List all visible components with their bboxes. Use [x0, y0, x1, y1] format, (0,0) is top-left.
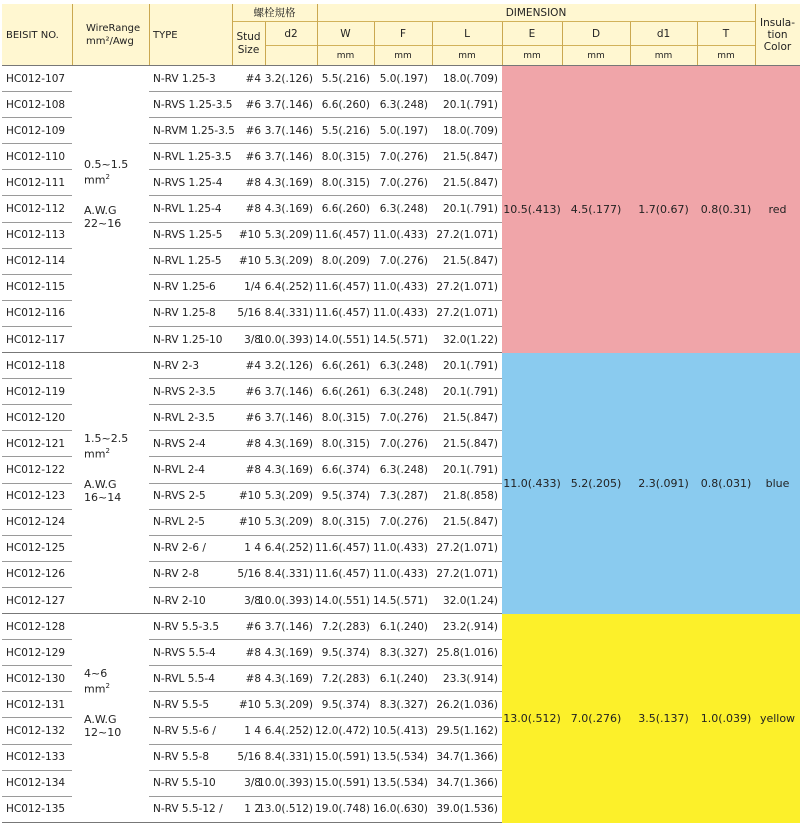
d2-value: 10.0(.393): [265, 327, 317, 353]
w-value: 5.5(.216): [317, 66, 374, 92]
d2-value: 4.3(.169): [265, 458, 317, 484]
w-value: 7.2(.283): [317, 614, 374, 640]
type-code: N-RVL 5.5-4: [149, 666, 232, 692]
l-value: 20.1(.791): [432, 353, 502, 379]
part-number: HC012-125: [2, 536, 72, 562]
header-insul-line3: Color: [763, 41, 792, 53]
header-bolt-spec: 螺栓規格: [232, 4, 317, 22]
part-number: HC012-135: [2, 797, 72, 823]
stud-size: #8: [232, 458, 265, 484]
f-value: 11.0(.433): [374, 536, 432, 562]
f-value: 16.0(.630): [374, 797, 432, 823]
wire-range-mm-unit: $mm^2$: [84, 172, 110, 187]
d2-value: 3.7(.146): [265, 92, 317, 118]
header-wire-range: [72, 4, 149, 66]
f-value: 7.0(.276): [374, 170, 432, 196]
l-value: 27.2(1.071): [432, 536, 502, 562]
header-insul-line2: tion: [767, 29, 788, 41]
f-value: 11.0(.433): [374, 562, 432, 588]
header-T: T: [697, 22, 755, 46]
part-number: HC012-132: [2, 719, 72, 745]
wire-range-awg-label: A.W.G: [84, 478, 117, 492]
type-code: N-RV 5.5-6 /: [149, 719, 232, 745]
type-code: N-RV 2-8: [149, 562, 232, 588]
type-code: N-RVL 2-5: [149, 510, 232, 536]
type-code: N-RVS 5.5-4: [149, 640, 232, 666]
d2-value: 6.4(.252): [265, 536, 317, 562]
wire-range-awg: 12~10: [84, 726, 122, 740]
l-value: 34.7(1.366): [432, 745, 502, 771]
f-value: 6.1(.240): [374, 666, 432, 692]
f-value: 8.3(.327): [374, 692, 432, 718]
header-beisit-no: BEISIT NO.: [6, 29, 59, 41]
w-value: 9.5(.374): [317, 640, 374, 666]
d2-value: 5.3(.209): [265, 223, 317, 249]
header-stud-size: [232, 22, 265, 66]
header-col-divider: [72, 4, 73, 66]
f-value: 6.3(.248): [374, 92, 432, 118]
d2-value: 8.4(.331): [265, 301, 317, 327]
group-1-wire-range: [72, 66, 149, 353]
part-number: HC012-119: [2, 379, 72, 405]
d2-value: 4.3(.169): [265, 170, 317, 196]
d2-value: 3.7(.146): [265, 614, 317, 640]
w-value: 11.6(.457): [317, 562, 374, 588]
group-3-wire-range: [72, 614, 149, 823]
w-value: 8.0(.315): [317, 510, 374, 536]
l-value: 21.8(.858): [432, 484, 502, 510]
header-F: F: [374, 22, 432, 46]
stud-size: #6: [232, 379, 265, 405]
l-value: 29.5(1.162): [432, 719, 502, 745]
part-number: HC012-107: [2, 66, 72, 92]
w-value: 14.0(.551): [317, 588, 374, 614]
w-value: 9.5(.374): [317, 484, 374, 510]
stud-size: #8: [232, 197, 265, 223]
group-2-color-block: [502, 353, 800, 614]
f-value: 6.3(.248): [374, 379, 432, 405]
stud-size: 5/16: [232, 562, 265, 588]
w-value: 8.0(.315): [317, 405, 374, 431]
d2-value: 4.3(.169): [265, 666, 317, 692]
part-number: HC012-112: [2, 197, 72, 223]
group-3-D-value: 7.0(.276): [570, 711, 622, 725]
d2-value: 3.2(.126): [265, 353, 317, 379]
type-code: N-RVS 2-5: [149, 484, 232, 510]
d2-value: 5.3(.209): [265, 692, 317, 718]
f-value: 13.5(.534): [374, 771, 432, 797]
type-code: N-RV 5.5-3.5: [149, 614, 232, 640]
l-value: 20.1(.791): [432, 92, 502, 118]
group-3-E-value: 13.0(.512): [503, 711, 561, 725]
f-value: 6.3(.248): [374, 197, 432, 223]
group-1-insulation-color: red: [768, 203, 787, 217]
d2-value: 3.7(.146): [265, 118, 317, 144]
part-number: HC012-114: [2, 249, 72, 275]
f-value: 7.0(.276): [374, 510, 432, 536]
type-code: N-RVL 2-3.5: [149, 405, 232, 431]
part-number: HC012-120: [2, 405, 72, 431]
header-col-divider: [432, 22, 433, 66]
header-col-divider: [232, 4, 233, 66]
w-value: 6.6(.260): [317, 197, 374, 223]
f-value: 11.0(.433): [374, 223, 432, 249]
w-value: 8.0(.315): [317, 431, 374, 457]
d2-value: 3.7(.146): [265, 379, 317, 405]
stud-size: 1/4: [232, 275, 265, 301]
part-number: HC012-126: [2, 562, 72, 588]
w-value: 6.6(.261): [317, 379, 374, 405]
group-3-insulation-color: yellow: [759, 711, 796, 725]
header-col-divider: [265, 22, 266, 66]
group-1-D-value: 4.5(.177): [570, 203, 622, 217]
stud-size: #8: [232, 640, 265, 666]
l-value: 27.2(1.071): [432, 562, 502, 588]
l-value: 21.5(.847): [432, 510, 502, 536]
d2-value: 13.0(.512): [265, 797, 317, 823]
d2-value: 3.7(.146): [265, 144, 317, 170]
stud-size: #10: [232, 510, 265, 536]
header-unit-E: mm: [523, 51, 541, 61]
l-value: 26.2(1.036): [432, 692, 502, 718]
group-2-E-value: 11.0(.433): [503, 477, 561, 491]
l-value: 27.2(1.071): [432, 275, 502, 301]
l-value: 20.1(.791): [432, 379, 502, 405]
d2-value: 10.0(.393): [265, 771, 317, 797]
l-value: 21.5(.847): [432, 431, 502, 457]
group-1-T-value: 0.8(0.31): [700, 203, 752, 217]
header-col-divider: [755, 4, 756, 66]
stud-size: #10: [232, 484, 265, 510]
f-value: 8.3(.327): [374, 640, 432, 666]
part-number: HC012-133: [2, 745, 72, 771]
stud-size: 3/8: [232, 588, 265, 614]
header-unit-D: mm: [587, 51, 605, 61]
l-value: 21.5(.847): [432, 405, 502, 431]
group-1-color-block: [502, 66, 800, 353]
d2-value: 10.0(.393): [265, 588, 317, 614]
type-code: N-RV 5.5-10: [149, 771, 232, 797]
type-code: N-RV 1.25-8: [149, 301, 232, 327]
wire-range-awg-label: A.W.G: [84, 204, 117, 218]
type-code: N-RVL 1.25-4: [149, 197, 232, 223]
w-value: 11.6(.457): [317, 301, 374, 327]
l-value: 18.0(.709): [432, 66, 502, 92]
w-value: 7.2(.283): [317, 666, 374, 692]
type-code: N-RV 5.5-5: [149, 692, 232, 718]
header-col-divider: [697, 22, 698, 66]
w-value: 15.0(.591): [317, 745, 374, 771]
stud-size: #10: [232, 223, 265, 249]
type-code: N-RVL 1.25-5: [149, 249, 232, 275]
type-code: N-RV 2-10: [149, 588, 232, 614]
header-wire-range-line1: WireRange: [86, 23, 141, 34]
w-value: 11.6(.457): [317, 536, 374, 562]
w-value: 11.6(.457): [317, 275, 374, 301]
part-number: HC012-118: [2, 353, 72, 379]
type-code: N-RVS 2-4: [149, 431, 232, 457]
part-number: HC012-111: [2, 170, 72, 196]
header-d2: d2: [265, 22, 317, 46]
d2-value: 5.3(.209): [265, 249, 317, 275]
stud-size: 5/16: [232, 745, 265, 771]
stud-size: #8: [232, 170, 265, 196]
header-unit-F: mm: [394, 51, 412, 61]
part-number: HC012-127: [2, 588, 72, 614]
l-value: 32.0(1.24): [432, 588, 502, 614]
f-value: 7.0(.276): [374, 431, 432, 457]
d2-value: 4.3(.169): [265, 431, 317, 457]
w-value: 9.5(.374): [317, 692, 374, 718]
group-2-insulation-color: blue: [765, 477, 790, 491]
w-value: 11.6(.457): [317, 223, 374, 249]
d2-value: 5.3(.209): [265, 484, 317, 510]
stud-size: 5/16: [232, 301, 265, 327]
stud-size: 3/8: [232, 771, 265, 797]
l-value: 23.2(.914): [432, 614, 502, 640]
stud-size: 1 4: [232, 719, 265, 745]
type-code: N-RV 5.5-8: [149, 745, 232, 771]
l-value: 21.5(.847): [432, 170, 502, 196]
d2-value: 4.3(.169): [265, 197, 317, 223]
header-type: TYPE: [153, 29, 178, 41]
wire-range-mm: 0.5~1.5: [84, 157, 129, 171]
header-unit-W: mm: [336, 51, 355, 61]
w-value: 5.5(.216): [317, 118, 374, 144]
stud-size: #6: [232, 405, 265, 431]
type-code: N-RV 1.25-3: [149, 66, 232, 92]
w-value: 6.6(.374): [317, 458, 374, 484]
f-value: 6.1(.240): [374, 614, 432, 640]
w-value: 8.0(.315): [317, 144, 374, 170]
w-value: 8.0(.315): [317, 170, 374, 196]
f-value: 5.0(.197): [374, 66, 432, 92]
l-value: 20.1(.791): [432, 197, 502, 223]
type-code: N-RV 2-6 /: [149, 536, 232, 562]
header-E: E: [502, 22, 562, 46]
l-value: 21.5(.847): [432, 144, 502, 170]
part-number: HC012-121: [2, 431, 72, 457]
d2-value: 8.4(.331): [265, 562, 317, 588]
l-value: 34.7(1.366): [432, 771, 502, 797]
header-W: W: [317, 22, 374, 46]
stud-size: #4: [232, 353, 265, 379]
header-L: L: [432, 22, 502, 46]
d2-value: 3.7(.146): [265, 405, 317, 431]
part-number: HC012-122: [2, 458, 72, 484]
f-value: 11.0(.433): [374, 301, 432, 327]
wire-range-awg: 22~16: [84, 217, 122, 231]
part-number: HC012-130: [2, 666, 72, 692]
stud-size: #6: [232, 118, 265, 144]
group-2-wire-range: [72, 353, 149, 614]
d2-value: 8.4(.331): [265, 745, 317, 771]
header-wire-range-line2: mm²/Awg: [86, 36, 134, 47]
stud-size: #8: [232, 666, 265, 692]
header-d1: d1: [630, 22, 697, 46]
f-value: 14.5(.571): [374, 327, 432, 353]
f-value: 7.0(.276): [374, 144, 432, 170]
l-value: 20.1(.791): [432, 458, 502, 484]
part-number: HC012-113: [2, 223, 72, 249]
f-value: 10.5(.413): [374, 719, 432, 745]
l-value: 27.2(1.071): [432, 223, 502, 249]
w-value: 8.0(.209): [317, 249, 374, 275]
w-value: 15.0(.591): [317, 771, 374, 797]
header-col-divider: [374, 22, 375, 66]
header-col-divider: [149, 4, 150, 66]
group-2-D-value: 5.2(.205): [570, 477, 622, 491]
d2-value: 3.2(.126): [265, 66, 317, 92]
d2-value: 6.4(.252): [265, 719, 317, 745]
part-number: HC012-131: [2, 692, 72, 718]
header-D: D: [562, 22, 630, 46]
type-code: N-RVM 1.25-3.5: [149, 118, 232, 144]
header-insulation-color: [755, 4, 800, 66]
stud-size: 1 4: [232, 536, 265, 562]
f-value: 11.0(.433): [374, 275, 432, 301]
f-value: 7.0(.276): [374, 249, 432, 275]
type-code: N-RVS 2-3.5: [149, 379, 232, 405]
w-value: 6.6(.261): [317, 353, 374, 379]
header-unit-d1: mm: [654, 51, 673, 61]
type-code: N-RV 1.25-10: [149, 327, 232, 353]
header-bottom-rule: [2, 65, 800, 66]
group-3-T-value: 1.0(.039): [700, 711, 752, 725]
type-code: N-RVS 1.25-4: [149, 170, 232, 196]
header-unit-L: mm: [458, 51, 476, 61]
part-number: HC012-128: [2, 614, 72, 640]
stud-size: #6: [232, 92, 265, 118]
part-number: HC012-110: [2, 144, 72, 170]
type-code: N-RV 1.25-6: [149, 275, 232, 301]
stud-size: #6: [232, 614, 265, 640]
header-insul-line1: Insula-: [759, 17, 796, 29]
f-value: 6.3(.248): [374, 353, 432, 379]
w-value: 12.0(.472): [317, 719, 374, 745]
f-value: 13.5(.534): [374, 745, 432, 771]
wire-range-mm-unit: $mm^2$: [84, 446, 110, 461]
type-code: N-RV 2-3: [149, 353, 232, 379]
type-code: N-RV 5.5-12 /: [149, 797, 232, 823]
wire-range-mm: 1.5~2.5: [84, 431, 129, 445]
type-code: N-RVL 2-4: [149, 458, 232, 484]
part-number: HC012-116: [2, 301, 72, 327]
l-value: 27.2(1.071): [432, 301, 502, 327]
wire-range-awg-label: A.W.G: [84, 713, 117, 727]
stud-size: #10: [232, 249, 265, 275]
l-value: 32.0(1.22): [432, 327, 502, 353]
type-code: N-RVS 1.25-5: [149, 223, 232, 249]
group-2-d1-value: 2.3(.091): [638, 477, 689, 491]
wire-range-mm: 4~6: [84, 666, 108, 680]
f-value: 7.3(.287): [374, 484, 432, 510]
d2-value: 4.3(.169): [265, 640, 317, 666]
group-3-color-block: [502, 614, 800, 823]
header-col-divider: [317, 4, 318, 66]
type-code: N-RVL 1.25-3.5: [149, 144, 232, 170]
w-value: 19.0(.748): [317, 797, 374, 823]
stud-size: #6: [232, 144, 265, 170]
part-number: HC012-117: [2, 327, 72, 353]
d2-value: 5.3(.209): [265, 510, 317, 536]
l-value: 25.8(1.016): [432, 640, 502, 666]
header-col-divider: [562, 22, 563, 66]
w-value: 14.0(.551): [317, 327, 374, 353]
wire-range-mm-unit: $mm^2$: [84, 681, 110, 696]
group-3-d1-value: 3.5(.137): [638, 711, 689, 725]
l-value: 18.0(.709): [432, 118, 502, 144]
d2-value: 6.4(.252): [265, 275, 317, 301]
part-number: HC012-129: [2, 640, 72, 666]
f-value: 14.5(.571): [374, 588, 432, 614]
group-1-E-value: 10.5(.413): [503, 203, 561, 217]
header-dimension: DIMENSION: [317, 4, 755, 22]
header-stud-line1: Stud: [236, 31, 261, 43]
header-col-divider: [630, 22, 631, 66]
stud-size: #10: [232, 692, 265, 718]
stud-size: 1 2: [232, 797, 265, 823]
part-number: HC012-109: [2, 118, 72, 144]
f-value: 7.0(.276): [374, 405, 432, 431]
l-value: 21.5(.847): [432, 249, 502, 275]
stud-size: #4: [232, 66, 265, 92]
l-value: 39.0(1.536): [432, 797, 502, 823]
stud-size: 3/8: [232, 327, 265, 353]
stud-size: #8: [232, 431, 265, 457]
header-unit-T: mm: [717, 51, 735, 61]
header-col-divider: [502, 22, 503, 66]
group-2-T-value: 0.8(.031): [700, 477, 752, 491]
w-value: 6.6(.260): [317, 92, 374, 118]
type-code: N-RVS 1.25-3.5: [149, 92, 232, 118]
header-stud-line2: Size: [237, 44, 260, 56]
part-number: HC012-123: [2, 484, 72, 510]
part-number: HC012-134: [2, 771, 72, 797]
part-number: HC012-108: [2, 92, 72, 118]
f-value: 6.3(.248): [374, 458, 432, 484]
part-number: HC012-115: [2, 275, 72, 301]
l-value: 23.3(.914): [432, 666, 502, 692]
part-number: HC012-124: [2, 510, 72, 536]
f-value: 5.0(.197): [374, 118, 432, 144]
group-1-d1-value: 1.7(0.67): [638, 203, 689, 217]
wire-range-awg: 16~14: [84, 491, 122, 505]
